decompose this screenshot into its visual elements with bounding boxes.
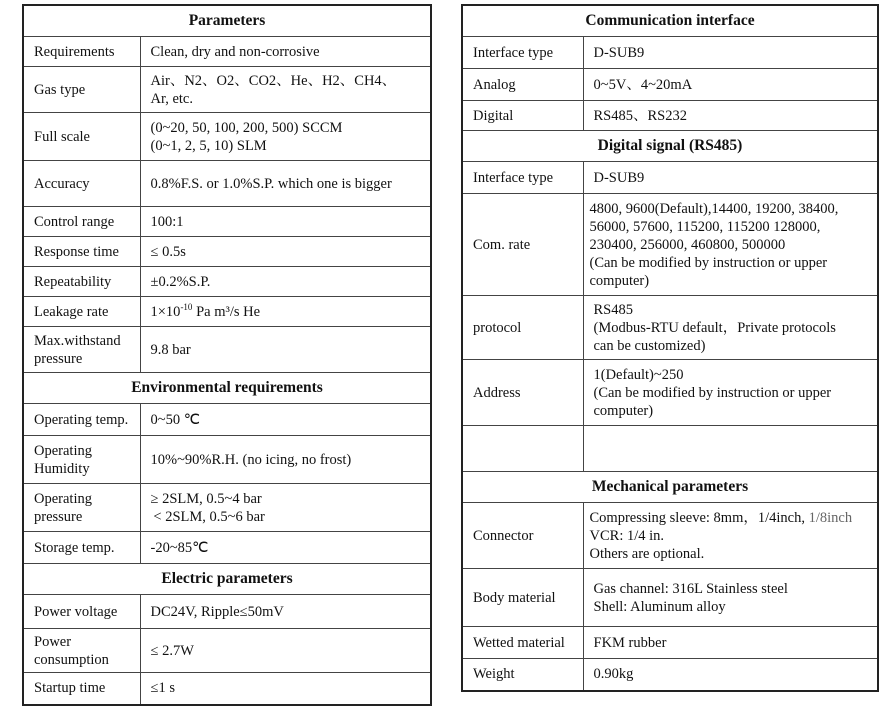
table-row <box>23 595 431 629</box>
row-value: D-SUB9 <box>583 37 878 69</box>
table-row <box>23 404 431 436</box>
value-line: 4800, 9600(Default),14400, 19200, 38400, <box>589 200 839 217</box>
table-row <box>23 629 431 673</box>
row-label: Gas type <box>23 67 140 113</box>
parameters-header: Parameters <box>23 5 431 37</box>
value-line: Others are optional. <box>589 545 705 562</box>
table-row <box>23 673 431 705</box>
row-value: 100:1 <box>140 207 431 237</box>
row-value: ±0.2%S.P. <box>140 267 431 297</box>
table-row <box>23 484 431 532</box>
table-row-empty <box>462 426 878 472</box>
row-value <box>140 113 431 161</box>
row-label: Interface type <box>462 37 583 69</box>
table-row <box>462 503 878 569</box>
row-value <box>140 484 431 532</box>
row-label: Accuracy <box>23 161 140 207</box>
row-value: 0~50 ℃ <box>140 404 431 436</box>
row-value: Clean, dry and non-corrosive <box>140 37 431 67</box>
row-value: 10%~90%R.H. (no icing, no frost) <box>140 436 431 484</box>
row-label: Leakage rate <box>23 297 140 327</box>
value-line: Gas channel: 316L Stainless steel <box>593 580 788 597</box>
row-value <box>583 569 878 627</box>
digital-signal-header: Digital signal (RS485) <box>462 131 878 162</box>
row-label: Connector <box>462 503 583 569</box>
row-value: D-SUB9 <box>583 162 878 194</box>
communication-header: Communication interface <box>462 5 878 37</box>
table-row <box>462 162 878 194</box>
leak-exponent: -10 <box>180 301 193 312</box>
value-line <box>590 509 868 527</box>
row-value: 9.8 bar <box>140 327 431 373</box>
row-value: 0.90kg <box>583 659 878 691</box>
value-line: RS485 <box>593 301 633 318</box>
row-value: 0.8%F.S. or 1.0%S.P. which one is bigger <box>140 161 431 207</box>
row-label: Com. rate <box>462 194 583 296</box>
row-value <box>140 297 431 327</box>
table-row <box>23 207 431 237</box>
row-value: 0~5V、4~20mA <box>583 69 878 101</box>
row-value: ≤ 2.7W <box>140 629 431 673</box>
row-label: Wetted material <box>462 627 583 659</box>
row-label: Address <box>462 360 583 426</box>
table-row <box>462 296 878 360</box>
value-line: 1(Default)~250 <box>593 366 684 383</box>
row-label: Interface type <box>462 162 583 194</box>
row-label: Full scale <box>23 113 140 161</box>
label-line: Power <box>34 633 72 650</box>
table-row <box>23 67 431 113</box>
label-line: Humidity <box>34 460 90 477</box>
value-line: Air、N2、O2、CO2、He、H2、CH4、 <box>150 72 397 89</box>
value-text: Compressing sleeve: 8mm，1/4inch, <box>589 509 805 526</box>
left-spec-table <box>22 4 432 706</box>
label-line: pressure <box>34 508 83 525</box>
row-label: Analog <box>462 69 583 101</box>
row-label: Digital <box>462 101 583 131</box>
row-label: Operating temp. <box>23 404 140 436</box>
label-line: Operating <box>34 442 92 459</box>
row-label <box>23 436 140 484</box>
row-value: DC24V, Ripple≤50mV <box>140 595 431 629</box>
row-value <box>583 426 878 472</box>
table-row <box>23 37 431 67</box>
right-spec-table <box>461 4 879 692</box>
value-line: Shell: Aluminum alloy <box>593 598 726 615</box>
row-label: Control range <box>23 207 140 237</box>
value-line: can be customized) <box>593 337 706 354</box>
value-line: ≥ 2SLM, 0.5~4 bar <box>150 490 262 507</box>
environmental-header: Environmental requirements <box>23 373 431 404</box>
leak-suffix: Pa m³/s He <box>192 303 261 320</box>
row-value: -20~85℃ <box>140 532 431 564</box>
value-line: (0~20, 50, 100, 200, 500) SCCM <box>150 119 343 136</box>
table-row <box>23 436 431 484</box>
row-label: Startup time <box>23 673 140 705</box>
label-line: Max.withstand <box>34 332 121 349</box>
value-line: computer) <box>589 272 650 289</box>
row-label <box>23 327 140 373</box>
row-label: Storage temp. <box>23 532 140 564</box>
label-line: pressure <box>34 350 83 367</box>
value-line: Ar, etc. <box>150 90 193 107</box>
table-row <box>462 659 878 691</box>
row-label: Power voltage <box>23 595 140 629</box>
value-grey-text: 1/8inch <box>804 509 853 526</box>
row-label <box>462 426 583 472</box>
electric-header: Electric parameters <box>23 564 431 595</box>
table-row <box>23 237 431 267</box>
table-row <box>462 37 878 69</box>
value-line: (0~1, 2, 5, 10) SLM <box>150 137 267 154</box>
row-label: Body material <box>462 569 583 627</box>
row-value <box>583 360 878 426</box>
row-value <box>583 296 878 360</box>
value-line: < 2SLM, 0.5~6 bar <box>150 508 265 525</box>
row-value <box>583 194 878 296</box>
value-line: (Can be modified by instruction or upper <box>589 254 828 271</box>
table-row <box>462 569 878 627</box>
row-label: Response time <box>23 237 140 267</box>
table-row <box>462 194 878 296</box>
row-value: RS485、RS232 <box>583 101 878 131</box>
label-line: Operating <box>34 490 92 507</box>
table-row <box>462 360 878 426</box>
row-value <box>140 67 431 113</box>
value-line: (Can be modified by instruction or upper <box>593 384 832 401</box>
table-row <box>462 627 878 659</box>
row-value <box>583 503 878 569</box>
table-row <box>23 532 431 564</box>
row-label <box>23 484 140 532</box>
row-label: Requirements <box>23 37 140 67</box>
row-label <box>23 629 140 673</box>
table-row <box>462 101 878 131</box>
row-label: Weight <box>462 659 583 691</box>
value-line: 56000, 57600, 115200, 115200 128000, <box>589 218 821 235</box>
table-row <box>23 327 431 373</box>
value-line: (Modbus-RTU default，Private protocols <box>593 319 836 336</box>
table-row <box>23 297 431 327</box>
row-label: Repeatability <box>23 267 140 297</box>
row-label: protocol <box>462 296 583 360</box>
row-value: FKM rubber <box>583 627 878 659</box>
table-row <box>23 113 431 161</box>
mechanical-header: Mechanical parameters <box>462 472 878 503</box>
table-row <box>23 161 431 207</box>
row-value: ≤ 0.5s <box>140 237 431 267</box>
value-line: VCR: 1/4 in. <box>589 527 665 544</box>
value-line: computer) <box>593 402 654 419</box>
row-value: ≤1 s <box>140 673 431 705</box>
value-line: 230400, 256000, 460800, 500000 <box>589 236 786 253</box>
table-row <box>23 267 431 297</box>
table-row <box>462 69 878 101</box>
leak-prefix: 1×10 <box>150 303 181 320</box>
label-line: consumption <box>34 651 109 668</box>
